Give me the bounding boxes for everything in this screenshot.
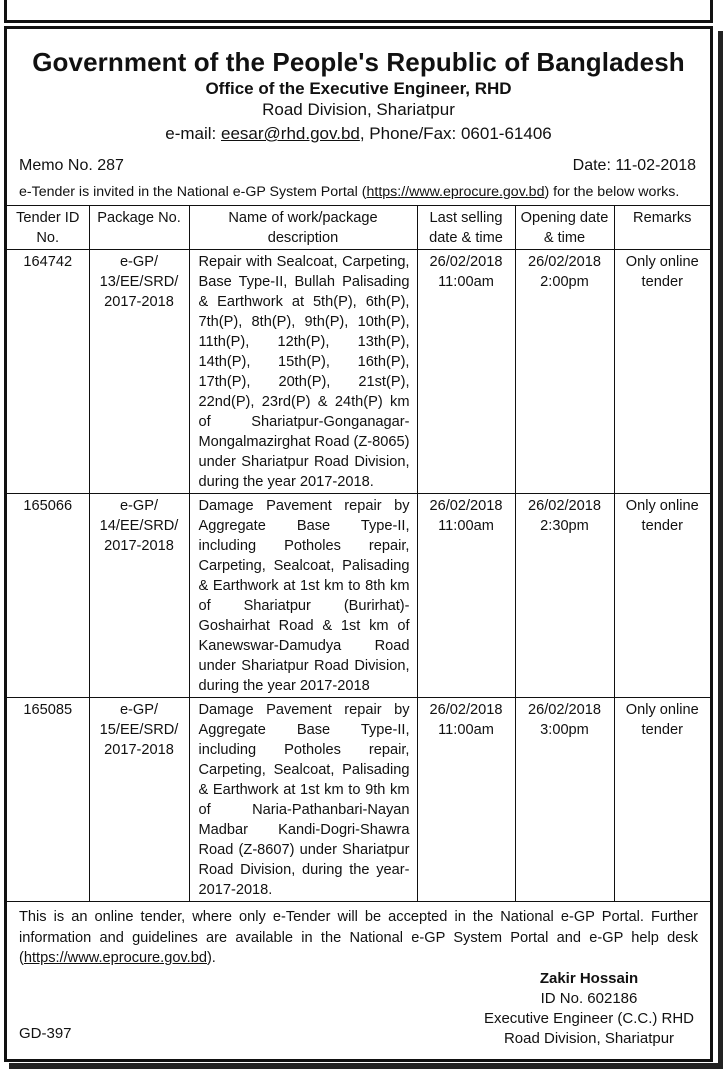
header-remarks: Remarks xyxy=(614,206,710,250)
previous-gd-number xyxy=(21,0,74,1)
footer-end: ). xyxy=(206,950,216,966)
package-no: e-GP/ 13/EE/SRD/ 2017-2018 xyxy=(89,250,189,494)
previous-email[interactable] xyxy=(447,0,624,1)
last-selling-date: 26/02/2018 11:00am xyxy=(417,250,515,494)
signatory-title: Executive Engineer (C.C.) RHD xyxy=(483,1010,695,1027)
help-desk-link[interactable]: https://www.eprocure.gov.bd xyxy=(23,950,207,966)
tender-notice xyxy=(4,26,713,1062)
opening-date: 26/02/2018 2:30pm xyxy=(515,494,614,698)
footer-body: This is an online tender, where only e-Tender will be accepted in the National e-GP Portal. Further information and guidelines are available in the National e-GP System Portal and e-GP help desk ( xyxy=(19,909,698,966)
email-link[interactable]: eesar@rhd.gov.bd xyxy=(221,124,360,143)
footer-text xyxy=(19,907,698,969)
email-label: e-mail: xyxy=(165,124,221,143)
signatory-division: Road Division, Shariatpur xyxy=(503,1030,675,1047)
header-opening: Opening date & time xyxy=(515,206,614,250)
last-selling-date: 26/02/2018 11:00am xyxy=(417,494,515,698)
package-no: e-GP/ 14/EE/SRD/ 2017-2018 xyxy=(89,494,189,698)
package-no: e-GP/ 15/EE/SRD/ 2017-2018 xyxy=(89,698,189,902)
tender-id: 165085 xyxy=(7,698,89,902)
memo-number: Memo No. 287 xyxy=(19,157,124,174)
eprocure-link[interactable]: https://www.eprocure.gov.bd xyxy=(366,184,545,200)
intro-text xyxy=(19,184,679,200)
intro-before: e-Tender is invited in the National e-GP System Portal ( xyxy=(19,184,367,200)
header-tender-id: Tender ID No. xyxy=(7,206,89,250)
table-row xyxy=(7,494,710,698)
notice-date: Date: 11-02-2018 xyxy=(572,157,696,174)
header-package-no: Package No. xyxy=(89,206,189,250)
remarks: Only online tender xyxy=(614,698,710,902)
previous-notice-box xyxy=(4,0,713,23)
tender-id: 164742 xyxy=(7,250,89,494)
header-description: Name of work/package description xyxy=(189,206,417,250)
office-name: Office of the Executive Engineer, RHD xyxy=(205,79,512,98)
government-title: Government of the People's Republic of Bangladesh xyxy=(32,47,685,77)
tender-table xyxy=(7,205,710,902)
table-header-row xyxy=(7,206,710,250)
work-description: Damage Pavement repair by Aggregate Base Type-II, including Potholes repair, Carpeting, Sealcoat, Palisading & Earthwork at 1st km to 8th km of Shariatpur (Burirhat)-Goshairhat Road & 1st km of Kanewswar-Damudya Road under Shariatpur Road Division, during the year 2017-2018 xyxy=(189,494,417,698)
table-row xyxy=(7,250,710,494)
table-row xyxy=(7,698,710,902)
signatory-id: ID No. 602186 xyxy=(540,990,638,1007)
remarks: Only online tender xyxy=(614,494,710,698)
phone-fax: , Phone/Fax: 0601-61406 xyxy=(359,124,552,143)
remarks: Only online tender xyxy=(614,250,710,494)
opening-date: 26/02/2018 2:00pm xyxy=(515,250,614,494)
header-last-selling: Last selling date & time xyxy=(417,206,515,250)
intro-after: ) for the below works. xyxy=(544,184,680,200)
work-description: Repair with Sealcoat, Carpeting, Base Type-II, Bullah Palisading & Earthwork at 5th(P), 6th(P), 7th(P), 8th(P), 9th(P), 10th(P), 11th(P), 12th(P), 13th(P), 14th(P), 15th(P), 16th(P), 17th(P), 20th(P), 21st(P), 22nd(P), 23rd(P) & 24th(P) km of Shariatpur-Gonganagar-Mongalmazirghat Road (Z-8065) under Shariatpur Road Division, during the year 2017-2018. xyxy=(189,250,417,494)
work-description: Damage Pavement repair by Aggregate Base Type-II, including Potholes repair, Carpeting, Sealcoat, Palisading & Earthwork at 1st km to 9th km of Naria-Pathanbari-Nayan Madbar Kandi-Dogri-Shawra Road (Z-8607) under Shariatpur Road Division, during the year-2017-2018. xyxy=(189,698,417,902)
opening-date: 26/02/2018 3:00pm xyxy=(515,698,614,902)
contact-line xyxy=(7,124,710,144)
tender-id: 165066 xyxy=(7,494,89,698)
gd-number: GD-397 xyxy=(19,1025,72,1042)
signatory-name: Zakir Hossain xyxy=(539,970,639,987)
division-name: Road Division, Shariatpur xyxy=(262,100,455,119)
last-selling-date: 26/02/2018 11:00am xyxy=(417,698,515,902)
